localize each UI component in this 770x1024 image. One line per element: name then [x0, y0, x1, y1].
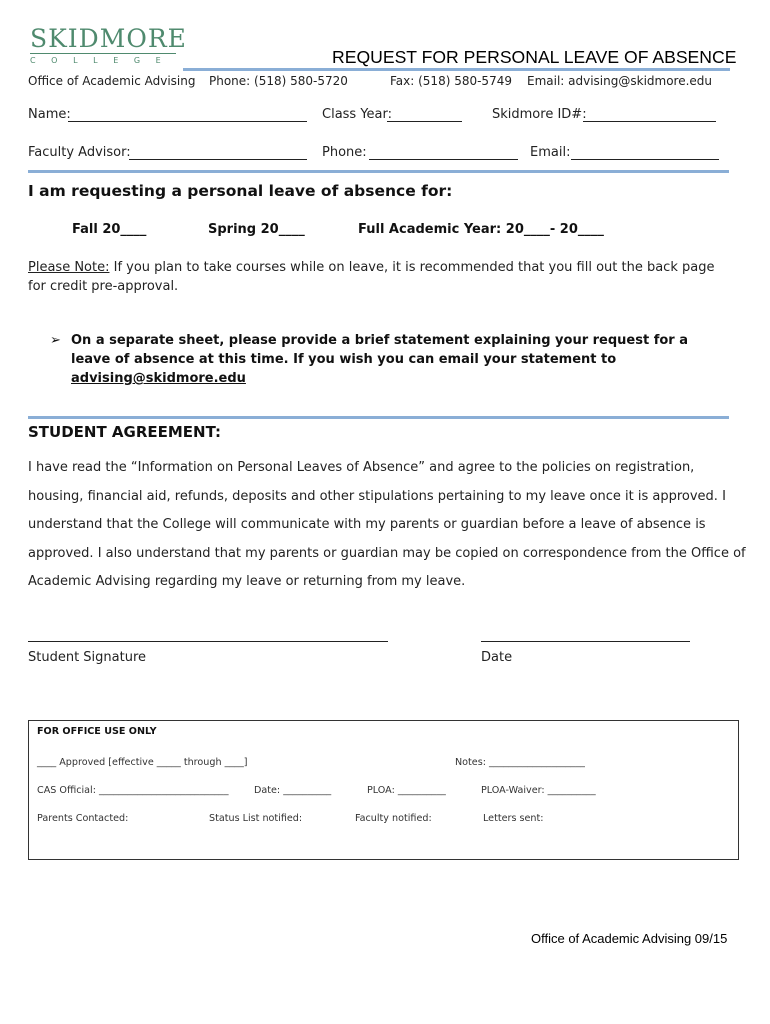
please-note-text: If you plan to take courses while on leave, it is recommended that you fill out the back page for credit pre-approval.	[28, 260, 715, 294]
notes-line: Notes: ____________________	[455, 757, 585, 768]
office-name: Office of Academic Advising	[28, 74, 196, 88]
arrow-bullet-icon: ➢	[50, 333, 61, 348]
date-field[interactable]	[481, 641, 690, 642]
student-agreement-heading: STUDENT AGREEMENT:	[28, 423, 222, 441]
parents-contacted-label: Parents Contacted:	[37, 813, 129, 824]
office-fax: Fax: (518) 580-5749	[390, 74, 512, 88]
cas-official-line: CAS Official: ___________________________	[37, 785, 229, 796]
faculty-notified-label: Faculty notified:	[355, 813, 432, 824]
status-list-label: Status List notified:	[209, 813, 303, 824]
full-year-option[interactable]: Full Academic Year: 20____- 20____	[358, 222, 604, 237]
ploa-waiver-line: PLOA-Waiver: __________	[481, 785, 596, 796]
section-rule-2	[28, 416, 729, 419]
office-phone: Phone: (518) 580-5720	[209, 74, 348, 88]
please-note-paragraph	[28, 258, 718, 296]
letters-sent-label: Letters sent:	[483, 813, 544, 824]
spring-term-option[interactable]: Spring 20____	[208, 222, 305, 237]
college-logo: SKIDMORE	[30, 24, 187, 53]
statement-instruction	[71, 331, 731, 388]
title-rule	[183, 68, 730, 71]
faculty-advisor-field[interactable]	[129, 159, 307, 160]
class-year-label: Class Year:	[322, 107, 393, 122]
request-heading: I am requesting a personal leave of absence for:	[28, 182, 453, 200]
document-title: REQUEST FOR PERSONAL LEAVE OF ABSENCE	[332, 47, 737, 67]
class-year-field[interactable]	[387, 121, 462, 122]
skidmore-id-label: Skidmore ID#:	[492, 107, 587, 122]
office-use-heading: FOR OFFICE USE ONLY	[37, 726, 157, 737]
statement-text: On a separate sheet, please provide a brief statement explaining your request for a leave of absence at this time. If you wish you can email your statement to	[71, 333, 689, 367]
email-field[interactable]	[571, 159, 719, 160]
student-signature-label: Student Signature	[28, 650, 147, 665]
name-field[interactable]	[68, 121, 307, 122]
student-signature-field[interactable]	[28, 641, 388, 642]
logo-divider	[30, 53, 176, 54]
please-note-label: Please Note:	[28, 260, 110, 275]
phone-field[interactable]	[369, 159, 518, 160]
fall-term-option[interactable]: Fall 20____	[72, 222, 147, 237]
name-label: Name:	[28, 107, 71, 122]
phone-label: Phone:	[322, 145, 367, 160]
faculty-advisor-label: Faculty Advisor:	[28, 145, 131, 160]
office-date-line: Date: __________	[254, 785, 332, 796]
email-label: Email:	[530, 145, 571, 160]
advising-email-link[interactable]: advising@skidmore.edu	[71, 371, 246, 386]
footer-text: Office of Academic Advising 09/15	[531, 931, 728, 946]
office-email: Email: advising@skidmore.edu	[527, 74, 713, 88]
college-logo-subtitle: COLLEGE	[30, 56, 177, 65]
section-rule-1	[28, 170, 729, 173]
ploa-line: PLOA: __________	[367, 785, 446, 796]
skidmore-id-field[interactable]	[583, 121, 716, 122]
student-agreement-text: I have read the “Information on Personal Leaves of Absence” and agree to the policies on registration, housing, financial aid, refunds, deposits and other stipulations pertaining to my leave once it is approved. I understand that the College will communicate with my parents or guardian before a leave of absence is approved. I also understand that my parents or guardian may be copied on correspondence from the Office of Academic Advising regarding my leave or returning from my leave.	[28, 460, 746, 590]
date-label: Date	[481, 650, 513, 665]
approved-line: ____ Approved [effective _____ through ____]	[37, 757, 248, 768]
